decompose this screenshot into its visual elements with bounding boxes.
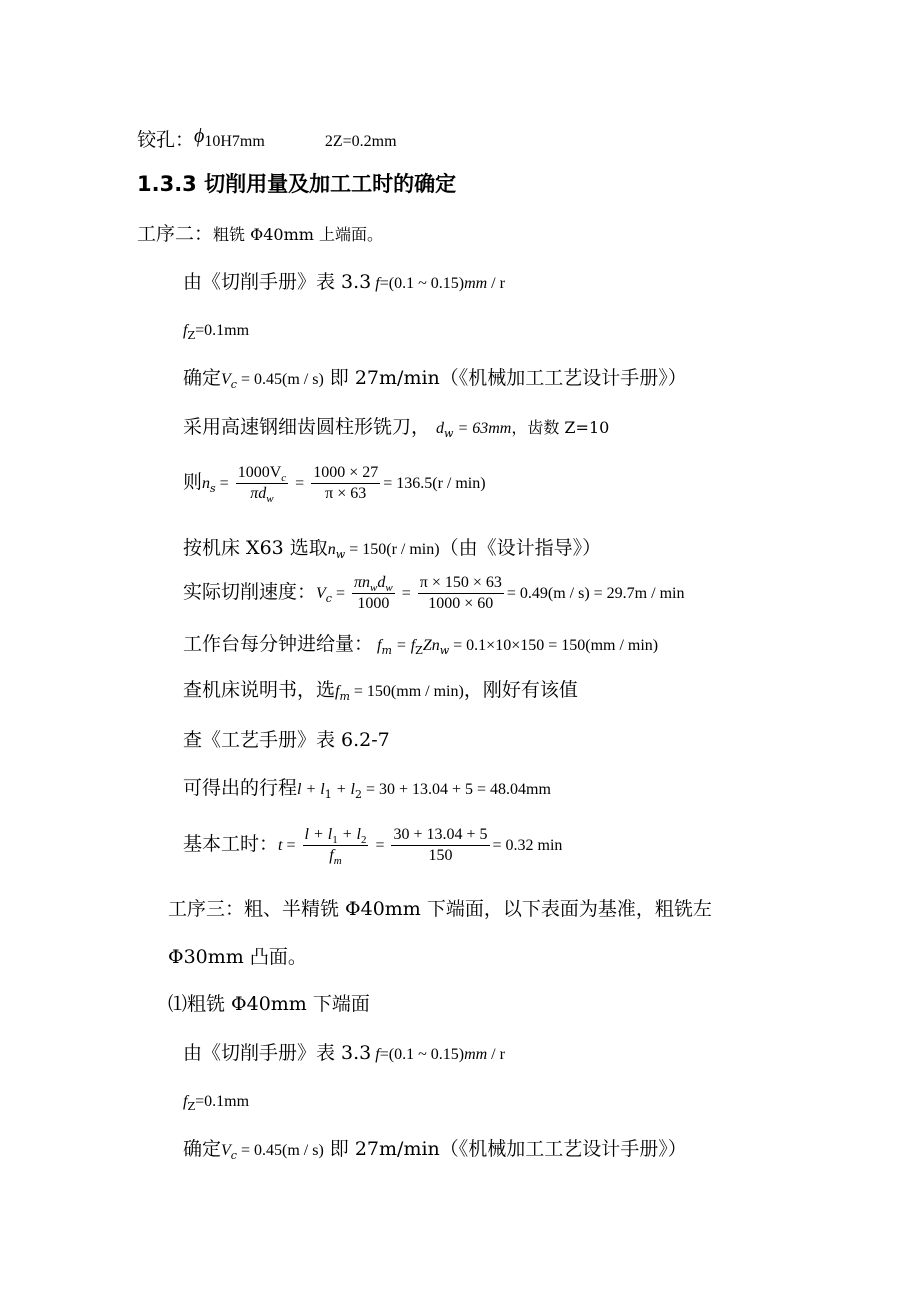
check-b: ，刚好有该值 bbox=[463, 679, 578, 701]
check-a: 查机床说明书，选 bbox=[183, 679, 336, 701]
ns-var: n bbox=[202, 475, 211, 492]
op3-vc-label: 确定 bbox=[183, 1138, 222, 1160]
v-sub: c bbox=[325, 592, 332, 605]
nw-var: n bbox=[327, 541, 336, 558]
op3-fz-val: =0.1mm bbox=[195, 1093, 250, 1110]
v-var: V bbox=[316, 585, 326, 602]
op3-sub1: ⑴粗铣 Φ40mm 下端面 bbox=[168, 993, 370, 1015]
v-frac2-den: 1000 × 60 bbox=[428, 594, 494, 612]
travel-plus: + l bbox=[331, 781, 355, 798]
vc-label: 确定 bbox=[183, 367, 222, 389]
v-frac1-den: 1000 bbox=[357, 594, 390, 612]
feed-range: =(0.1 ~ 0.15) bbox=[379, 275, 465, 292]
op3-fz-f: f bbox=[183, 1093, 188, 1110]
vc-then: 即 27m/min（《机械加工工艺设计手册》） bbox=[323, 367, 687, 389]
travel-label: 可得出的行程 bbox=[183, 777, 298, 799]
op2-check-line bbox=[183, 678, 578, 704]
ream-label: 铰孔： bbox=[137, 129, 195, 151]
travel-sub2: 2 bbox=[354, 788, 362, 801]
ns-frac1-num-sub: c bbox=[281, 471, 287, 484]
cutter-d: d bbox=[436, 420, 445, 437]
op2-cutter-line bbox=[183, 415, 609, 441]
feed-f: f bbox=[375, 275, 380, 292]
op3-fz-line bbox=[183, 1088, 249, 1114]
cutter-text: 采用高速钢细齿圆柱形铣刀， bbox=[183, 416, 431, 438]
op2-title bbox=[137, 222, 383, 247]
ns-sub: s bbox=[210, 482, 216, 495]
op2-title-b: 粗铣 Φ40mm 上端面。 bbox=[213, 225, 384, 244]
op2-vc-line bbox=[183, 366, 687, 392]
section-title: 1.3.3 切削用量及加工工时的确定 bbox=[137, 172, 457, 196]
op2-v-line: 实际切削速度：$V_c$ = $\frac{\pi n_wd_w}{1000}$ = $\frac{\pi \times 150 \times 63}{1000 \times 60}$ = 0.49(m / s) = 29.7m / min bbox=[183, 573, 685, 612]
travel-expr: l + l bbox=[297, 781, 325, 798]
op2-table-ref: 查《工艺手册》表 6.2-7 bbox=[183, 729, 390, 751]
op2-feed-line bbox=[183, 270, 505, 296]
ream-size: 10H7mm bbox=[204, 133, 265, 150]
v-frac1-num-sub2: w bbox=[385, 581, 393, 594]
time-num-a: l + l bbox=[304, 825, 333, 843]
ns-frac1-den-sub: w bbox=[266, 492, 274, 505]
nw-label: 按机床 X63 选取 bbox=[183, 537, 328, 559]
ream-line bbox=[137, 124, 397, 154]
ns-result: = 136.5(r / min) bbox=[383, 475, 486, 492]
v-label: 实际切削速度： bbox=[183, 581, 317, 603]
vc-sub: c bbox=[230, 378, 237, 391]
feed-unit-mm: mm bbox=[464, 275, 488, 292]
fm-eq-c: = 0.1×10×150 = 150(mm / min) bbox=[449, 637, 659, 654]
ns-frac2 bbox=[311, 463, 380, 504]
time-frac1 bbox=[303, 825, 369, 866]
v-frac1-num-mid: d bbox=[377, 573, 386, 591]
check-var: f bbox=[335, 683, 340, 700]
op3-feed-line bbox=[183, 1041, 505, 1067]
nw-ref: （由《设计指导》） bbox=[439, 537, 602, 559]
phi-symbol: ϕ bbox=[194, 125, 205, 147]
cutter-d-val: = 63mm bbox=[453, 420, 512, 437]
op2-nw-line bbox=[183, 536, 601, 562]
op2-time-line: 基本工时：t = $\frac{l + l_1 + l_2}{f_m}$ = $\frac{30 + 13.04 + 5}{150}$ = 0.32 min bbox=[183, 825, 563, 867]
fm-sub: m bbox=[381, 644, 392, 657]
op3-feed-unit-mm: mm bbox=[464, 1046, 488, 1063]
op3-fz-sub: Z bbox=[187, 1100, 196, 1113]
time-den: f bbox=[329, 846, 334, 864]
feed-ref: 由《切削手册》表 3.3 bbox=[183, 271, 372, 293]
ns-frac1-num: 1000V bbox=[237, 463, 282, 481]
ns-label: 则 bbox=[183, 471, 203, 493]
ns-frac2-den: π × 63 bbox=[325, 484, 367, 502]
time-num2: 30 + 13.04 + 5 bbox=[391, 825, 489, 846]
time-num-b: + l bbox=[337, 825, 361, 843]
fz-val: =0.1mm bbox=[195, 322, 250, 339]
time-var: t bbox=[278, 837, 283, 854]
fm-eq-sub: Z bbox=[415, 644, 423, 657]
check-val: = 150(mm / min) bbox=[349, 683, 464, 700]
feed-unit-r: / r bbox=[487, 275, 505, 292]
op3-vc-sub: c bbox=[230, 1149, 237, 1162]
op3-vc-line bbox=[183, 1137, 687, 1163]
vc-val: = 0.45(m / s) bbox=[236, 371, 324, 388]
v-frac2-num: π × 150 × 63 bbox=[418, 573, 504, 594]
time-label: 基本工时： bbox=[183, 833, 279, 855]
time-frac2 bbox=[391, 825, 489, 866]
travel-val: = 30 + 13.04 + 5 = 48.04mm bbox=[361, 781, 551, 798]
op3-vc-val: = 0.45(m / s) bbox=[236, 1142, 324, 1159]
op3-vc-var: V bbox=[221, 1142, 231, 1159]
travel-sub1: 1 bbox=[324, 788, 332, 801]
fm-label: 工作台每分钟进给量： bbox=[183, 633, 374, 655]
fm-eq-a: = f bbox=[391, 637, 416, 654]
ns-frac2-num: 1000 × 27 bbox=[311, 463, 380, 484]
v-frac2 bbox=[418, 573, 504, 614]
op3-line1: 工序三：粗、半精铣 Φ40mm 下端面，以下表面为基准，粗铣左 bbox=[168, 898, 712, 920]
check-sub: m bbox=[339, 690, 350, 703]
time-num-sub1: 1 bbox=[332, 833, 338, 846]
vc-var: V bbox=[221, 371, 231, 388]
op3-vc-then: 即 27m/min（《机械加工工艺设计手册》） bbox=[323, 1138, 687, 1160]
time-den2: 150 bbox=[428, 846, 453, 864]
fz-sub: Z bbox=[187, 329, 196, 342]
ns-frac1 bbox=[236, 463, 288, 504]
time-result: = 0.32 min bbox=[492, 837, 563, 854]
fm-eq-sub2: w bbox=[439, 644, 450, 657]
op2-title-a: 工序二： bbox=[137, 223, 214, 245]
cutter-teeth: ，齿数 Z=10 bbox=[511, 418, 610, 437]
nw-sub: w bbox=[335, 548, 346, 561]
fm-eq-b: Zn bbox=[422, 637, 440, 654]
ream-allowance: 2Z=0.2mm bbox=[324, 133, 397, 150]
op2-fm-line bbox=[183, 632, 658, 658]
cutter-d-sub: w bbox=[444, 427, 454, 440]
fz-f: f bbox=[183, 322, 188, 339]
op3-feed-unit-r: / r bbox=[487, 1046, 505, 1063]
v-frac1-num: πn bbox=[354, 573, 371, 591]
op2-travel-line bbox=[183, 776, 551, 802]
op2-fz-line bbox=[183, 317, 249, 343]
ns-frac1-den: πd bbox=[250, 484, 267, 502]
nw-val: = 150(r / min) bbox=[345, 541, 440, 558]
v-frac1 bbox=[352, 573, 395, 614]
op3-feed-ref: 由《切削手册》表 3.3 bbox=[183, 1042, 372, 1064]
v-frac1-num-sub1: w bbox=[370, 581, 378, 594]
op3-feed-range: =(0.1 ~ 0.15) bbox=[379, 1046, 465, 1063]
op2-ns-line: 则$n_s$ = $\frac{1000V_c}{\pi d_w}$ = $\frac{1000 \times 27}{\pi \times 63}$ = 136.5(r / min) bbox=[183, 463, 486, 505]
time-den-sub: m bbox=[333, 854, 342, 867]
op3-line2: Φ30mm 凸面。 bbox=[168, 946, 307, 968]
op3-feed-f: f bbox=[375, 1046, 380, 1063]
v-result: = 0.49(m / s) = 29.7m / min bbox=[506, 585, 685, 602]
time-num-sub2: 2 bbox=[360, 833, 367, 846]
fm-var: f bbox=[377, 637, 382, 654]
